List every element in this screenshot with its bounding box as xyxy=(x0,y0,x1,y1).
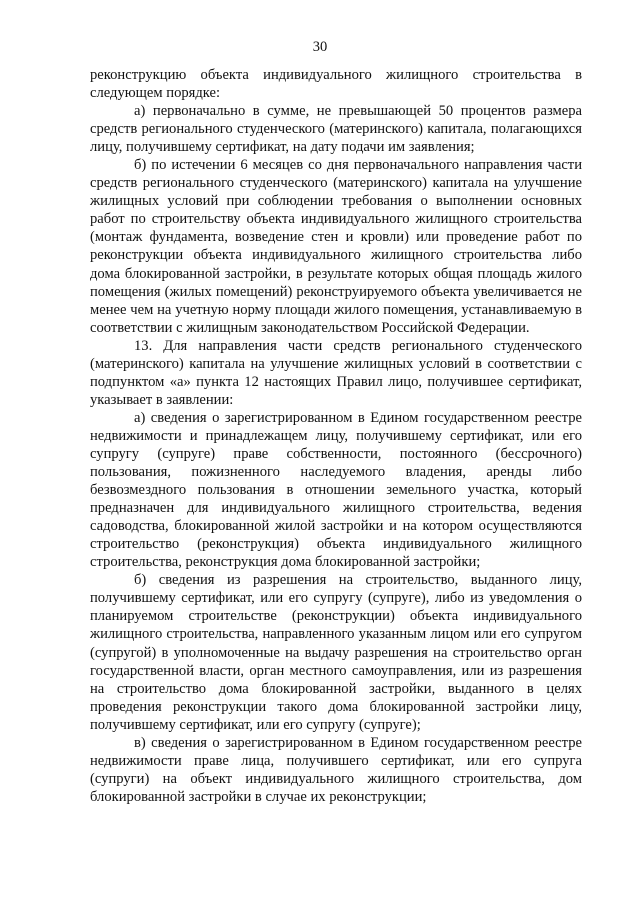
paragraph-continuation: реконструкцию объекта индивидуального жилищного строительства в следующем порядке: xyxy=(90,67,582,102)
paragraph-item-a-land-rights: а) сведения о зарегистрированном в Едином государственном реестре недвижимости и принадлежащем лицу, получившему сертификат, или его супругу (супруге) праве собственности, постоянного (бессрочного) пользования, пожизненного наследуемого владения, аренды либо безвозмездного пользования в отношении земельного участка, который предназначен для индивидуального жилищного строительства, ведения садоводства, блокированной жилой застройки и на котором осуществляются строительство (реконструкция) объекта индивидуального жилищного строительства, реконструкция дома блокированной застройки; xyxy=(90,409,582,571)
paragraph-item-b-after-six-months: б) по истечении 6 месяцев со дня первоначального направления части средств регионального студенческого (материнского) капитала на улучшение жилищных условий при соблюдении требования о выполнении основных работ по строительству объекта индивидуального жилищного строительства (монтаж фундамента, возведение стен и кровли) или проведение работ по реконструкции объекта индивидуального жилищного строительства либо дома блокированной застройки, в результате которых общая площадь жилого помещения (жилых помещений) реконструируемого объекта увеличивается не менее чем на учетную норму площади жилого помещения, устанавливаемую в соответствии с жилищным законодательством Российской Федерации. xyxy=(90,157,582,336)
paragraph-section-13: 13. Для направления части средств регионального студенческого (материнского) капитала на улучшение жилищных условий в соответствии с подпунктом «а» пункта 12 настоящих Правил лицо, получившее сертификат, указывает в заявлении: xyxy=(90,337,582,408)
paragraph-item-b-permit: б) сведения из разрешения на строительство, выданного лицу, получившему сертификат, или его супругу (супруге), либо из уведомления о планируемом строительстве (реконструкции) объекта индивидуального жилищного строительства, направленного указанным лицом или его супругом (супругой) в уполномоченные на выдачу разрешения на строительство орган государственной власти, орган местного самоуправления, или из разрешения на строительство дома блокированной застройки, выданного в целях проведения реконструкции такого дома блокированной застройки лицу, получившему сертификат, или его супругу (супруге); xyxy=(90,572,582,733)
paragraph-item-v-ownership: в) сведения о зарегистрированном в Едином государственном реестре недвижимости праве лица, получившего сертификат, или его супруга (супруги) на объект индивидуального жилищного строительства, дом блокированной застройки в случае их реконструкции; xyxy=(90,734,582,805)
document-body xyxy=(90,66,582,806)
page-number: 30 xyxy=(312,39,328,55)
paragraph-item-a-first-payment: а) первоначально в сумме, не превышающей 50 процентов размера средств регионального студенческого (материнского) капитала, полагающихся лицу, получившему сертификат, на дату подачи им заявления; xyxy=(90,103,582,156)
